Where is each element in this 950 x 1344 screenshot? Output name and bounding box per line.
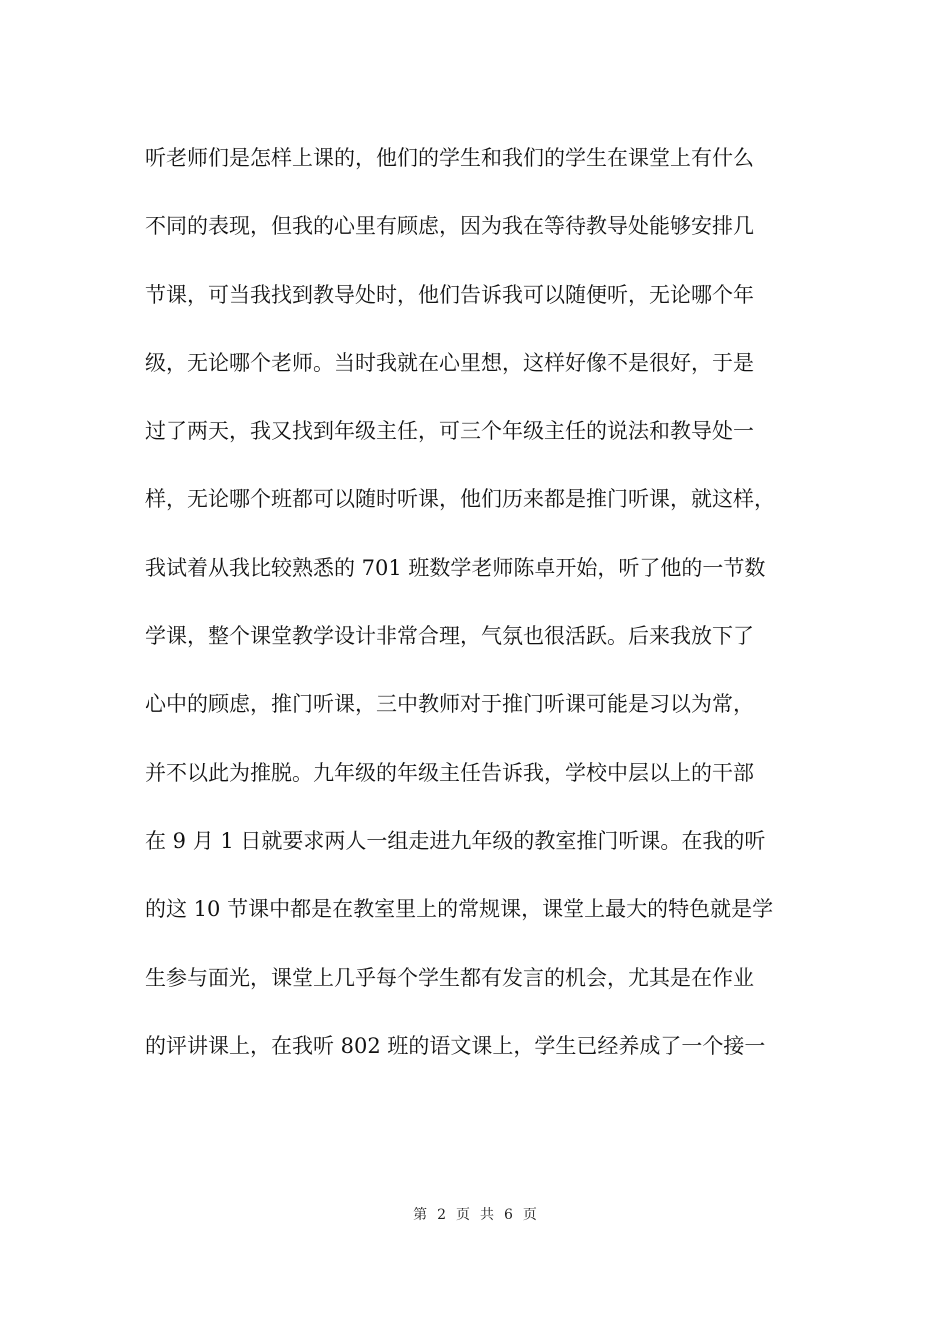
text-line: 的评讲课上，在我听 802 班的语文课上，学生已经养成了一个接一 [145, 1033, 766, 1058]
page-label-mid2: 共 [480, 1207, 494, 1223]
text-line: 学课，整个课堂教学设计非常合理，气氛也很活跃。后来我放下了 [145, 624, 754, 649]
body-text [145, 134, 825, 1090]
page-label-suffix: 页 [522, 1207, 537, 1223]
page-label-mid1: 页 [456, 1207, 470, 1223]
text-line: 我试着从我比较熟悉的 701 班数学老师陈卓开始，听了他的一节数 [145, 555, 766, 580]
text-line: 节课，可当我找到教导处时，他们告诉我可以随便听，无论哪个年 [145, 282, 754, 307]
current-page-number: 2 [437, 1207, 446, 1223]
text-line: 心中的顾虑，推门听课，三中教师对于推门听课可能是习以为常， [145, 692, 754, 717]
page-footer [0, 1204, 950, 1224]
text-line: 不同的表现，但我的心里有顾虑，因为我在等待教导处能够安排几 [145, 214, 754, 239]
text-line: 的这 10 节课中都是在教室里上的常规课，课堂上最大的特色就是学 [145, 897, 774, 922]
text-line: 生参与面光，课堂上几乎每个学生都有发言的机会，尤其是在作业 [145, 965, 754, 990]
text-line: 过了两天，我又找到年级主任，可三个年级主任的说法和教导处一 [145, 419, 754, 444]
total-pages-number: 6 [504, 1207, 513, 1223]
text-line: 并不以此为推脱。九年级的年级主任告诉我，学校中层以上的干部 [145, 760, 754, 785]
text-line: 在 9 月 1 日就要求两人一组走进九年级的教室推门听课。在我的听 [145, 828, 766, 853]
text-line: 听老师们是怎样上课的，他们的学生和我们的学生在课堂上有什么 [145, 146, 754, 170]
page-label-prefix: 第 [413, 1207, 428, 1223]
text-line: 样，无论哪个班都可以随时听课，他们历来都是推门听课，就这样， [145, 487, 775, 512]
text-line: 级，无论哪个老师。当时我就在心里想，这样好像不是很好，于是 [145, 350, 754, 375]
